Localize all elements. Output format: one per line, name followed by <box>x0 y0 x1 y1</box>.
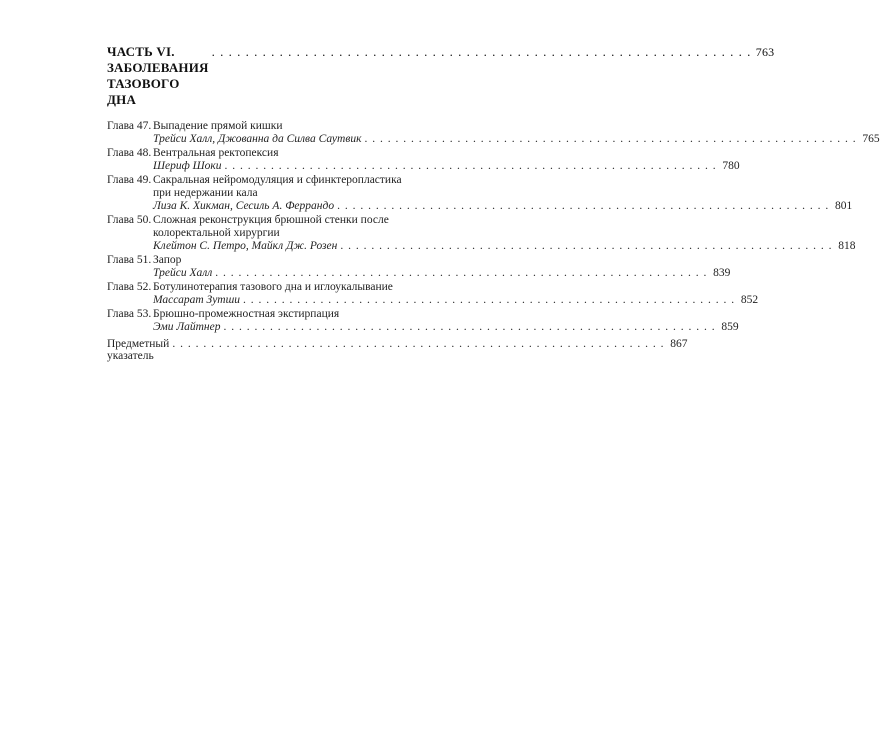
chapter-author: Трейси Халл, Джованна да Силва Саутвик <box>153 133 362 145</box>
chapter-entry <box>107 214 856 253</box>
chapter-entry <box>107 147 740 173</box>
chapter-page-number: 818 <box>838 240 856 252</box>
chapter-title-line: Запор <box>153 254 182 266</box>
chapter-body <box>153 147 740 173</box>
dot-leader <box>172 338 664 350</box>
chapter-entry <box>107 174 853 213</box>
dot-leader <box>212 44 752 60</box>
chapter-page-number: 780 <box>722 160 740 172</box>
chapter-author-row <box>153 321 739 334</box>
chapter-body <box>153 214 855 253</box>
chapter-title-line: Брюшно-промежностная экстирпация <box>153 308 340 320</box>
index-page-number: 867 <box>670 338 688 350</box>
chapter-title-line: Сложная реконструкция брюшной стенки после <box>153 214 389 226</box>
chapter-author-row <box>153 240 855 253</box>
chapter-number: Глава 49. <box>107 174 152 186</box>
chapter-title-line: при недержании кала <box>153 187 258 199</box>
chapter-page-number: 839 <box>713 267 731 279</box>
chapter-author-row <box>153 133 880 146</box>
chapter-author: Шериф Шоки <box>153 160 222 172</box>
chapter-title-line: Вентральная ректопексия <box>153 147 279 159</box>
chapter-page-number: 801 <box>834 200 853 212</box>
chapter-body <box>153 120 880 146</box>
part-title: ЧАСТЬ VI. ЗАБОЛЕВАНИЯ ТАЗОВОГО ДНА <box>107 44 209 107</box>
chapter-author: Трейси Халл <box>153 267 213 279</box>
chapter-body <box>153 254 730 280</box>
dot-leader <box>340 240 832 253</box>
chapter-author: Массарат Зутши <box>153 294 241 306</box>
chapter-author: Лиза К. Хикман, Сесиль А. Феррандо <box>153 200 335 212</box>
dot-leader <box>215 267 707 280</box>
chapter-list <box>107 120 880 334</box>
dot-leader <box>364 133 856 146</box>
chapter-entry <box>107 120 880 146</box>
part-heading <box>107 44 775 108</box>
dot-leader <box>223 321 715 334</box>
chapter-author-row <box>153 267 730 280</box>
dot-leader <box>337 200 829 213</box>
table-of-contents <box>107 44 880 362</box>
chapter-number: Глава 47. <box>107 120 152 132</box>
chapter-page-number: 765 <box>862 133 880 145</box>
chapter-number: Глава 53. <box>107 308 152 320</box>
chapter-author-row <box>153 160 740 173</box>
chapter-entry <box>107 308 739 334</box>
part-page-number: 763 <box>755 45 775 59</box>
chapter-body <box>153 281 758 307</box>
chapter-number: Глава 48. <box>107 147 152 159</box>
chapter-body <box>153 174 852 213</box>
chapter-author-row <box>153 294 758 307</box>
chapter-title-line: Ботулинотерапия тазового дна и иглоукалывание <box>153 281 393 293</box>
chapter-number: Глава 50. <box>107 214 152 226</box>
chapter-number: Глава 51. <box>107 254 152 266</box>
chapter-page-number: 859 <box>721 321 739 333</box>
dot-leader <box>225 160 717 173</box>
chapter-entry <box>107 254 731 280</box>
chapter-title-line: Сакральная нейромодуляция и сфинктеропластика <box>153 174 402 186</box>
chapter-page-number: 852 <box>740 294 759 306</box>
chapter-author: Эми Лайтнер <box>153 321 221 333</box>
chapter-author-row <box>153 200 852 213</box>
chapter-entry <box>107 281 759 307</box>
chapter-body <box>153 308 739 334</box>
chapter-author: Клейтон С. Петро, Майкл Дж. Розен <box>153 240 338 252</box>
index-title: Предметный указатель <box>107 338 170 362</box>
chapter-title-line: Выпадение прямой кишки <box>153 120 283 132</box>
chapter-title-line: колоректальной хирургии <box>153 227 280 239</box>
dot-leader <box>243 294 735 307</box>
chapter-number: Глава 52. <box>107 281 152 293</box>
subject-index-entry <box>107 338 688 362</box>
